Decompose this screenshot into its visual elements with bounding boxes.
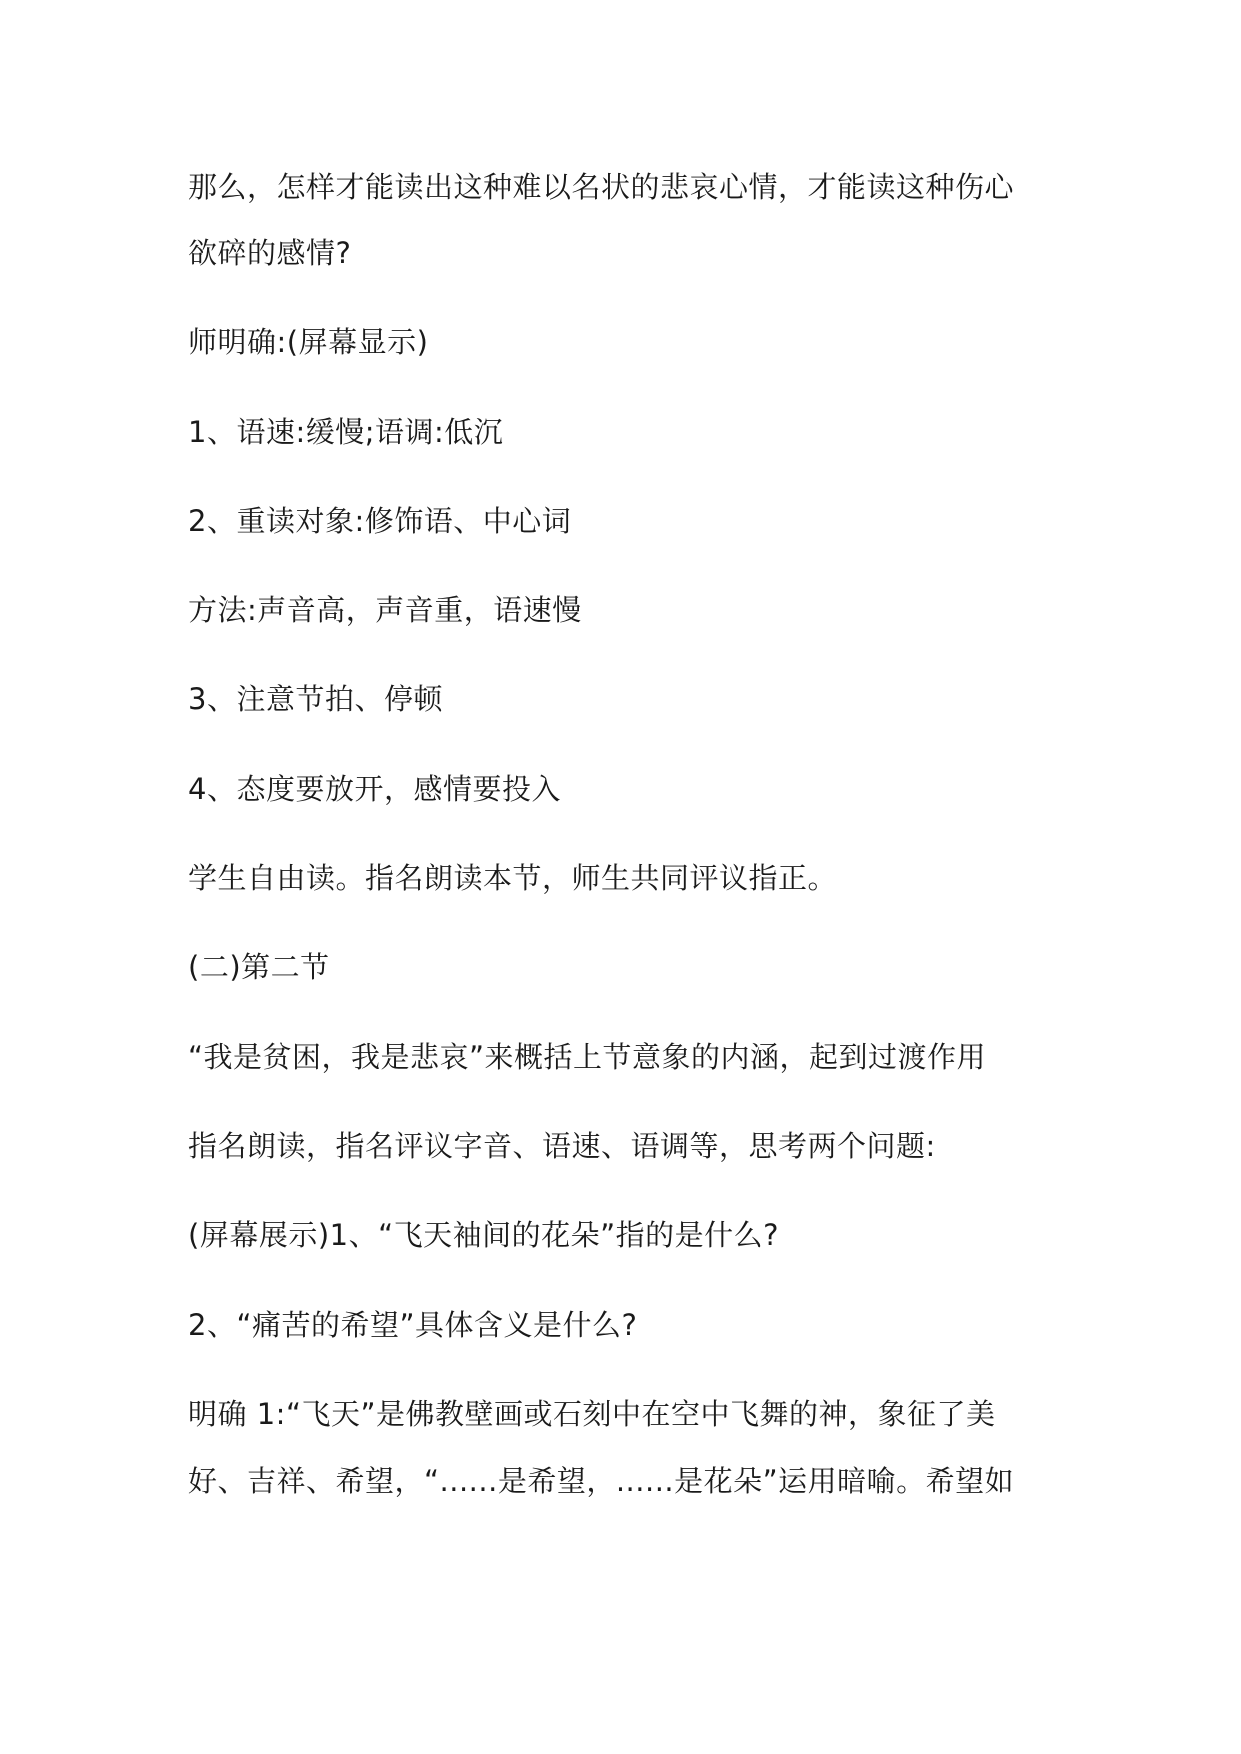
list-item: 4、态度要放开，感情要投入 [188,772,561,806]
section-heading: (二)第二节 [188,950,330,984]
paragraph-line: 学生自由读。指名朗读本节，师生共同评议指正。 [188,861,838,895]
paragraph-line: 2、“痛苦的希望”具体含义是什么? [188,1308,638,1342]
paragraph-line: 师明确:(屏幕显示) [188,325,429,359]
paragraph-line: 那么，怎样才能读出这种难以名状的悲哀心情，才能读这种伤心 [188,170,1015,204]
paragraph-line: 指名朗读，指名评议字音、语速、语调等，思考两个问题: [188,1129,936,1163]
paragraph-line: 欲碎的感情? [188,236,352,270]
paragraph-line: 好、吉祥、希望，“......是希望，......是花朵”运用暗喻。希望如 [188,1464,1015,1498]
paragraph-line: 方法:声音高，声音重，语速慢 [188,593,582,627]
paragraph-line: 明确 1:“飞天”是佛教壁画或石刻中在空中飞舞的神，象征了美 [188,1397,996,1431]
list-item: 1、语速:缓慢;语调:低沉 [188,415,504,449]
paragraph-line: “我是贫困，我是悲哀”来概括上节意象的内涵，起到过渡作用 [188,1040,987,1074]
list-item: 3、注意节拍、停顿 [188,682,443,716]
list-item: 2、重读对象:修饰语、中心词 [188,504,572,538]
paragraph-line: (屏幕展示)1、“飞天袖间的花朵”指的是什么? [188,1218,780,1252]
